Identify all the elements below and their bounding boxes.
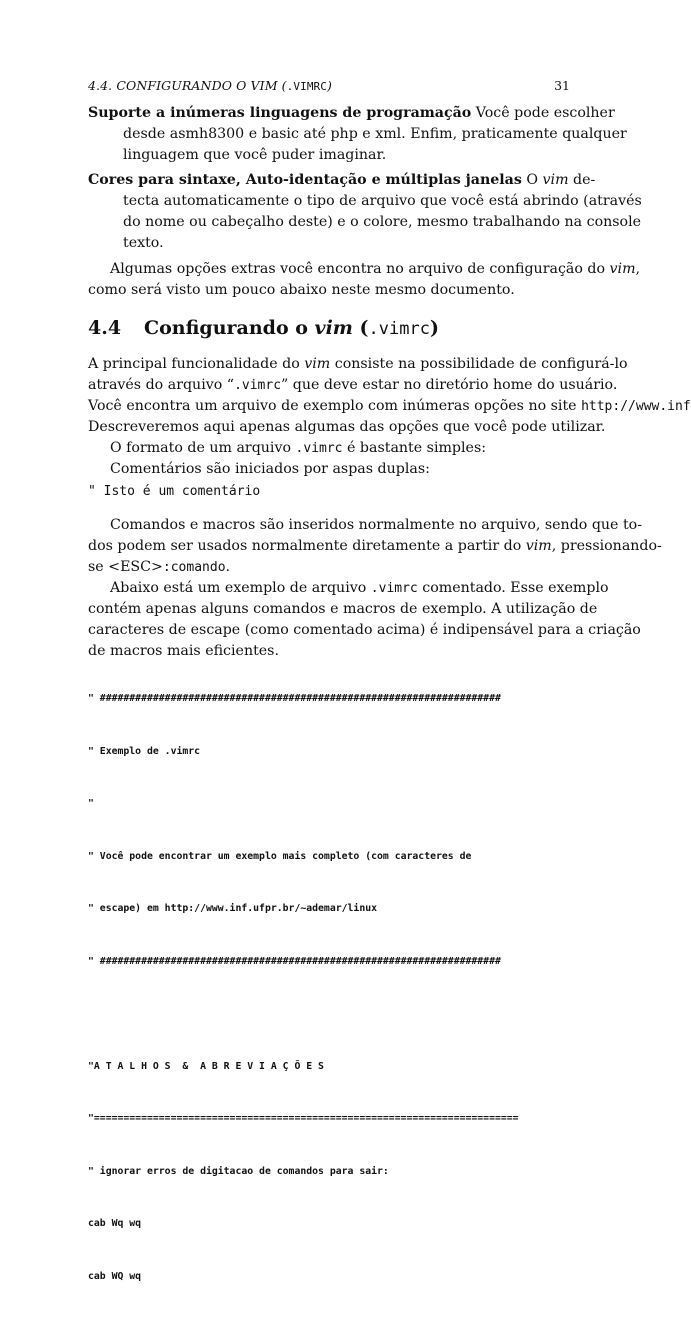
body-text: Você encontra um arquivo de exemplo com inúmeras opções no site — [88, 398, 582, 414]
desc-first-em: vim — [542, 172, 569, 188]
body-paragraph-2 — [88, 438, 596, 480]
intro-em: vim — [609, 261, 636, 277]
body-mono: .vimrc — [234, 378, 282, 393]
body-mono: .vimrc — [295, 441, 343, 456]
listing-line: " #################################################################### — [88, 693, 501, 704]
desc-item-syntax — [88, 170, 642, 254]
listing-line: "A T A L H O S & A B R E V I A Ç Õ E S — [88, 1060, 324, 1072]
body-text: ” que deve estar no diretório home do usuário. — [281, 377, 618, 393]
desc-line: desde asmh8300 e basic até php e xml. Enfim, praticamente qualquer — [123, 126, 627, 142]
intro-text-end: , — [635, 261, 641, 277]
desc-first-line: Você pode escolher — [471, 105, 615, 121]
desc-line: do nome ou cabeçalho deste) e o colore, mesmo trabalhando na console — [123, 214, 642, 230]
intro-line-2: como será visto um pouco abaixo neste mesmo documento. — [88, 282, 515, 298]
listing-line: " Você pode encontrar um exemplo mais completo (com caracteres de — [88, 850, 472, 862]
section-number: 4.4 — [88, 317, 122, 339]
site-url: http://www.inf — [581, 399, 691, 414]
header-section-end: ) — [327, 78, 332, 93]
listing-line: cab WQ wq — [88, 1270, 142, 1282]
body-text: comentado. Esse exemplo — [417, 580, 609, 596]
section-title-paren: ( — [352, 317, 369, 339]
body-text: Descreveremos aqui apenas algumas das opções que você pode utilizar. — [88, 419, 606, 435]
section-title-close: ) — [429, 317, 439, 339]
desc-line: linguagem que você puder imaginar. — [123, 147, 387, 163]
body-text: Comentários são iniciados por aspas duplas: — [110, 461, 430, 477]
section-title-em: vim — [314, 317, 353, 339]
body-em: vim — [525, 538, 552, 554]
header-section-ref: 4.4. CONFIGURANDO O VIM ( — [88, 78, 287, 93]
section-title-mono: .vimrc — [368, 319, 430, 339]
body-text: dos podem ser usados normalmente diretamente a partir do — [88, 538, 526, 554]
body-text: Abaixo está um exemplo de arquivo — [110, 580, 371, 596]
body-text: A principal funcionalidade do — [88, 356, 305, 372]
listing-line: " — [88, 798, 94, 809]
body-paragraph-4 — [88, 578, 641, 662]
running-header — [88, 78, 548, 93]
body-text: Comandos e macros são inseridos normalmente no arquivo, sendo que to- — [110, 517, 642, 533]
intro-paragraph — [88, 259, 641, 301]
body-text: de macros mais eficientes. — [88, 643, 279, 659]
body-em: vim — [304, 356, 331, 372]
listing-line: " Exemplo de .vimrc — [88, 745, 201, 757]
section-heading — [88, 317, 439, 339]
body-mono: .vimrc — [370, 581, 418, 596]
header-section-mono: .VIMRC — [286, 80, 328, 93]
listing-line: " escape) em http://www.inf.ufpr.br/~ademar/linux — [88, 903, 378, 914]
body-text: caracteres de escape (como comentado acima) é indipensável para a criação — [88, 622, 641, 638]
body-text: através do arquivo “ — [88, 377, 235, 393]
desc-term: Suporte a inúmeras linguagens de programação — [88, 105, 472, 121]
desc-item-languages — [88, 103, 627, 166]
body-text: , pressionando- — [551, 538, 662, 554]
listing-line: "======================================================================== — [88, 1113, 519, 1124]
listing-line — [88, 1005, 519, 1023]
body-text: se <ESC> — [88, 559, 163, 575]
desc-line: texto. — [123, 235, 164, 251]
body-text: contém apenas alguns comandos e macros de exemplo. A utilização de — [88, 601, 598, 617]
desc-term: Cores para sintaxe, Auto-identação e múltiplas janelas — [88, 172, 522, 188]
body-text: O formato de um arquivo — [110, 440, 296, 456]
listing-line: " ignorar erros de digitacao de comandos para sair: — [88, 1165, 389, 1177]
desc-first-line: O — [521, 172, 543, 188]
code-comment-example: " Isto é um comentário — [88, 484, 261, 499]
listing-line: cab Wq wq — [88, 1218, 142, 1229]
desc-line: tecta automaticamente o tipo de arquivo que você está abrindo (através — [123, 193, 642, 209]
body-text: . — [225, 559, 231, 575]
body-text: é bastante simples: — [342, 440, 487, 456]
listing-line: " #################################################################### — [88, 955, 501, 967]
intro-text: Algumas opções extras você encontra no arquivo de configuração do — [110, 261, 610, 277]
section-title-text: Configurando o — [144, 317, 315, 339]
desc-first-end: de- — [568, 172, 596, 188]
body-paragraph-1 — [88, 354, 691, 438]
body-text: consiste na possibilidade de configurá-lo — [330, 356, 628, 372]
vimrc-listing — [88, 655, 519, 1320]
page-number: 31 — [554, 78, 570, 93]
body-paragraph-3 — [88, 515, 662, 578]
body-mono: :comando — [162, 560, 226, 575]
